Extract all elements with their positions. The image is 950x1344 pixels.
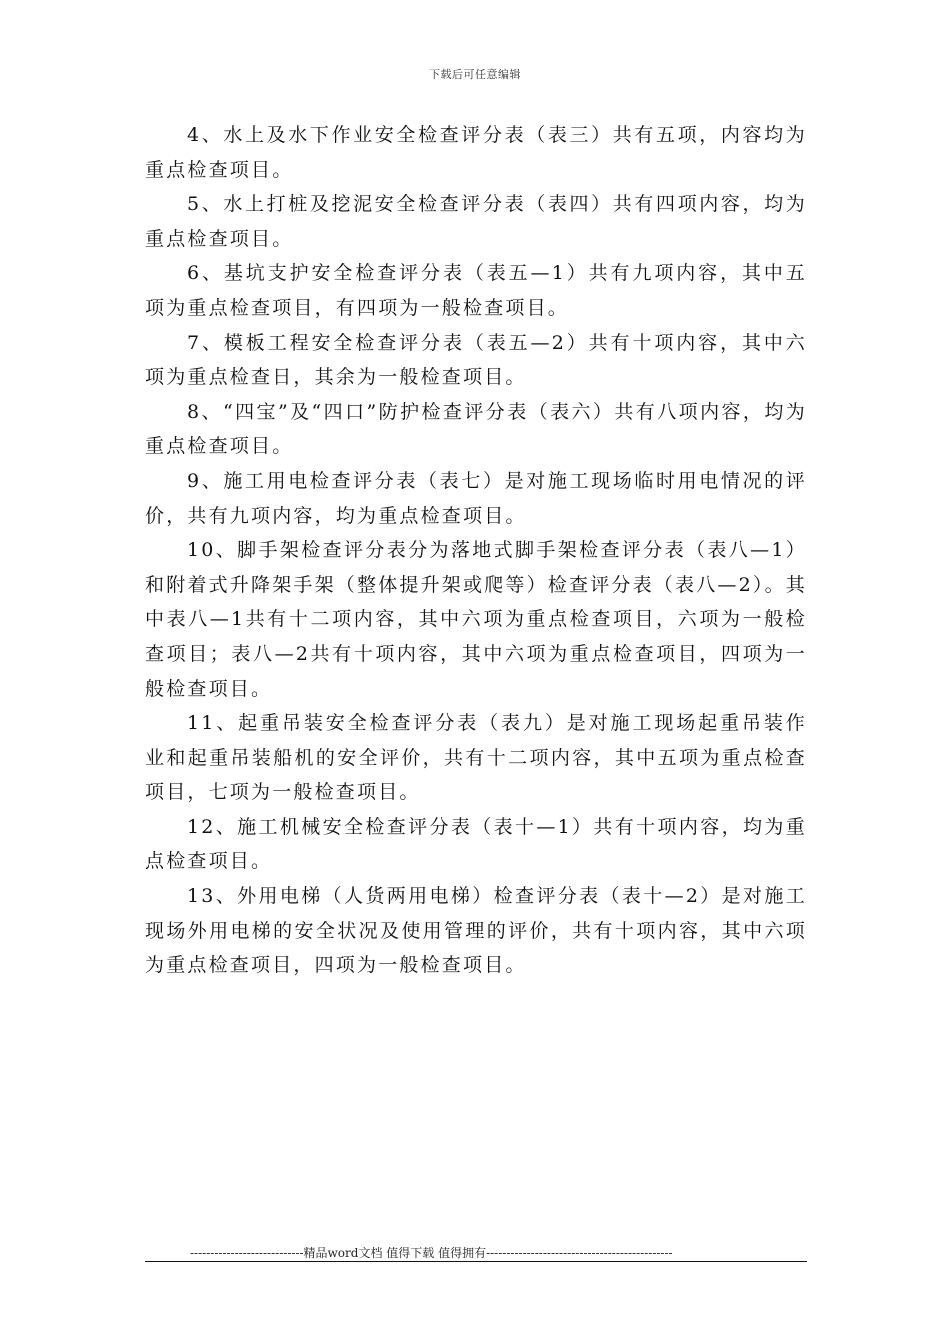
paragraph-12: 12、施工机械安全检查评分表（表十—1）共有十项内容，均为重点检查项目。	[145, 815, 807, 873]
paragraph-9: 9、施工用电检查评分表（表七）是对施工现场临时用电情况的评价，共有九项内容，均为重点检查项目。	[145, 469, 807, 527]
page-header: 下载后可任意编辑	[429, 68, 521, 81]
paragraph-7: 7、模板工程安全检查评分表（表五—2）共有十项内容，其中六项为重点检查日，其余为一般检查项目。	[145, 331, 807, 389]
paragraph-4: 4、水上及水下作业安全检查评分表（表三）共有五项，内容均为重点检查项目。	[145, 124, 807, 181]
paragraph-10: 10、脚手架检查评分表分为落地式脚手架检查评分表（表八—1）和附着式升降架手架（整体提升架或爬等）检查评分表（表八—2）。其中表八—1共有十二项内容，其中六项为重点检查项目，六项为一般检查项目；表八—2共有十项内容，其中六项为重点检查项目，四项为一般检查项目。	[145, 539, 807, 700]
paragraph-6: 6、基坑支护安全检查评分表（表五—1）共有九项内容，其中五项为重点检查项目，有四项为一般检查项目。	[145, 262, 807, 319]
paragraph-8: 8、“四宝”及“四口”防护检查评分表（表六）共有八项内容，均为重点检查项目。	[145, 400, 807, 458]
paragraph-5: 5、水上打桩及挖泥安全检查评分表（表四）共有四项内容，均为重点检查项目。	[145, 193, 807, 250]
page-footer-text: ----------------------------精品word文档 值得下载 值得拥有----------------------------------------------	[190, 1246, 673, 1260]
paragraph-11: 11、起重吊装安全检查评分表（表九）是对施工现场起重吊装作业和起重吊装船机的安全评价，共有十二项内容，其中五项为重点检查项目，七项为一般检查项目。	[145, 712, 807, 804]
footer-divider	[145, 1261, 807, 1262]
document-body	[145, 118, 807, 983]
paragraph-13: 13、外用电梯（人货两用电梯）检查评分表（表十—2）是对施工现场外用电梯的安全状况及使用管理的评价，共有十项内容，其中六项为重点检查项目，四项为一般检查项目。	[145, 885, 807, 977]
